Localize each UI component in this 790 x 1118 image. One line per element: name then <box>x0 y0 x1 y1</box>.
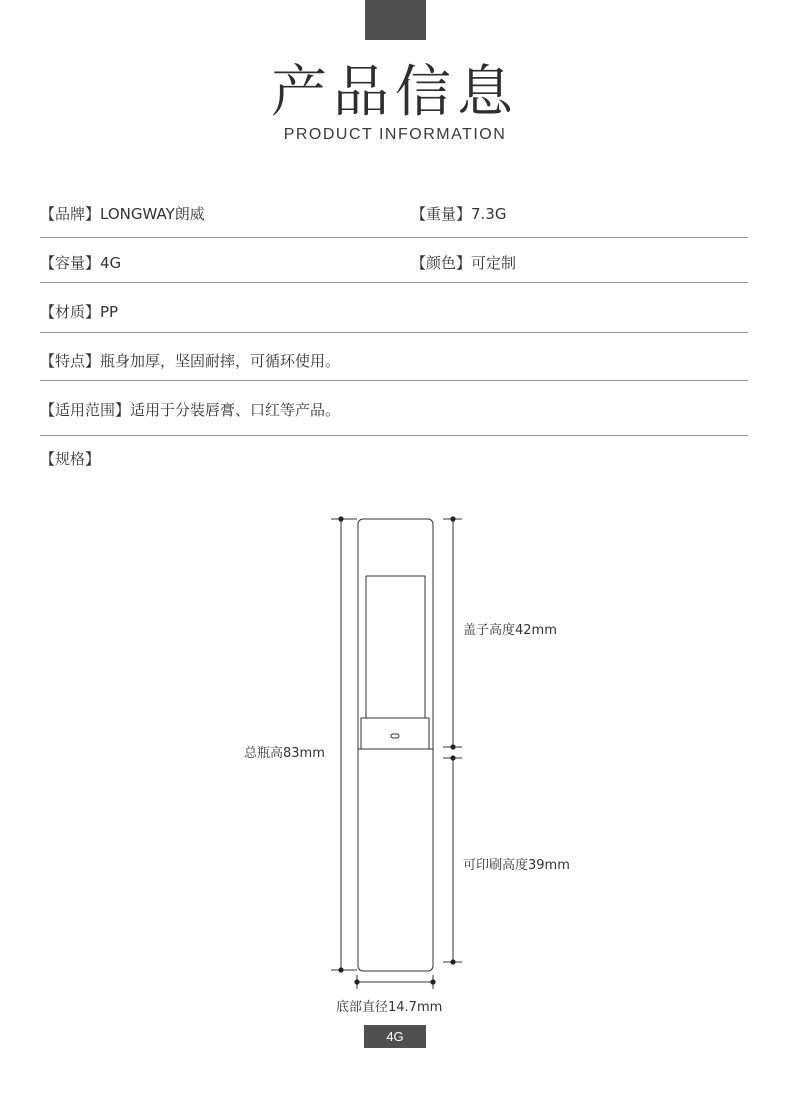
cap-height-label: 盖子高度42mm <box>463 623 557 638</box>
total-height-label: 总瓶高83mm <box>244 746 325 761</box>
dimension-dot <box>430 979 435 984</box>
dimension-dot <box>354 979 359 984</box>
capacity-info: 【容量】4G <box>40 254 122 272</box>
page-subtitle: PRODUCT INFORMATION <box>283 126 507 143</box>
dimension-dot <box>338 967 343 972</box>
usage-info: 【适用范围】适用于分装唇膏、口红等产品。 <box>40 401 341 419</box>
weight-info: 【重量】7.3G <box>411 205 507 223</box>
bottle-outline <box>358 519 433 971</box>
material-info: 【材质】PP <box>40 303 119 321</box>
print-height-label: 可印刷高度39mm <box>463 858 570 873</box>
features-info: 【特点】瓶身加厚，坚固耐摔，可循环使用。 <box>40 352 341 370</box>
capacity-tag: 4G <box>364 1025 426 1048</box>
base-diameter-label: 底部直径14.7mm <box>336 1000 443 1015</box>
collar-slot <box>391 734 399 738</box>
spec-heading: 【规格】 <box>40 450 101 468</box>
dimension-dot <box>450 744 455 749</box>
dimension-dot <box>450 959 455 964</box>
brand-info: 【品牌】LONGWAY朗威 <box>40 205 205 223</box>
dimension-dot <box>450 516 455 521</box>
dimension-dot <box>338 516 343 521</box>
page-title: 产品信息 <box>271 60 519 125</box>
color-info: 【颜色】可定制 <box>411 254 517 272</box>
dimension-dot <box>450 755 455 760</box>
inner-window <box>366 576 425 718</box>
